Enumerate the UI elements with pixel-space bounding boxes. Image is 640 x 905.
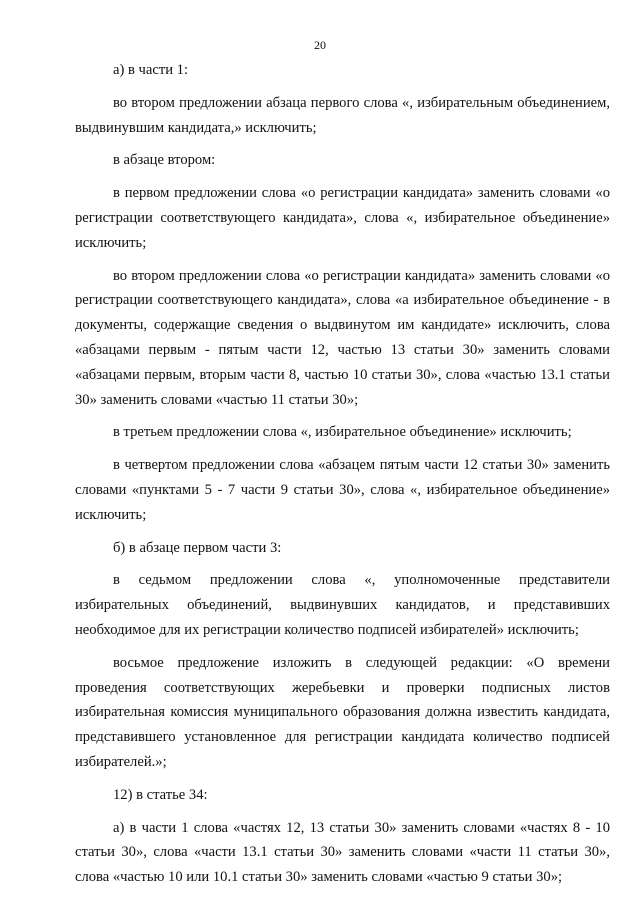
paragraph-item-b-part-3: б) в абзаце первом части 3: bbox=[113, 539, 282, 556]
paragraph-first-sentence: в первом предложении слова «о регистрации кандидата» заменить словами «о регистрации соответствующего кандидата», слова «, избирательное объединение» исключить; bbox=[75, 185, 610, 251]
paragraph-seventh-sentence: в седьмом предложении слова «, уполномоченные представители избирательных объединений, выдвинувших кандидатов, и представивших необходимое для их регистрации количество подписей избирателей» исключить; bbox=[75, 572, 610, 638]
paragraph-eighth-sentence: восьмое предложение изложить в следующей редакции: «О времени проведения соответствующих жеребьевки и проверки подписных листов избирательная комиссия муниципального образования должна известить кандидата, представившего установленное для регистрации кандидата количество подписей избирателей.»; bbox=[75, 654, 610, 770]
paragraph-second-sentence: во втором предложении слова «о регистрации кандидата» заменить словами «о регистрации соответствующего кандидата», слова «а избирательное объединение - в документы, содержащие сведения о выдвинутом им кандидате» исключить, слова «абзацами первым - пятым части 12, частью 13 статьи 30» заменить словами «абзацами первым, вторым части 8, частью 10 статьи 30», слова «частью 13.1 статьи 30» заменить словами «частью 11 статьи 30»; bbox=[75, 267, 610, 408]
paragraph-third-sentence: в третьем предложении слова «, избирательное объединение» исключить; bbox=[113, 424, 572, 441]
paragraph-fourth-sentence: в четвертом предложении слова «абзацем пятым части 12 статьи 30» заменить словами «пунктами 5 - 7 части 9 статьи 30», слова «, избирательное объединение» исключить; bbox=[75, 457, 610, 523]
page-number: 20 bbox=[314, 38, 326, 52]
paragraph-item-a-part-1-article-34: а) в части 1 слова «частях 12, 13 статьи 30» заменить словами «частях 8 - 10 статьи 30», слова «части 13.1 статьи 30» заменить словами «части 11 статьи 30», слова «частью 10 или 10.1 статьи 30» заменить словами «частью 9 статьи 30»; bbox=[75, 819, 610, 886]
paragraph-second-sentence-first-abzac: во втором предложении абзаца первого слова «, избирательным объединением, выдвинувшим кандидата,» исключить; bbox=[75, 94, 610, 136]
paragraph-item-12-article-34: 12) в статье 34: bbox=[113, 786, 208, 803]
paragraph-item-a-part-1: а) в части 1: bbox=[113, 62, 189, 78]
document-body bbox=[75, 58, 610, 890]
paragraph-second-abzac-heading: в абзаце втором: bbox=[113, 152, 216, 169]
